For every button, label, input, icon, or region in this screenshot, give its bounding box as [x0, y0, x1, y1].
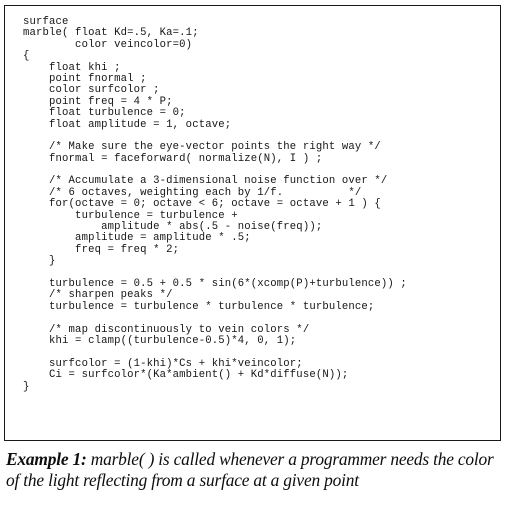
code-line: point fnormal ; — [23, 72, 147, 85]
code-line: turbulence = turbulence * turbulence * turbulence; — [23, 300, 375, 313]
code-listing-box — [4, 5, 501, 441]
code-line: point freq = 4 * P; — [23, 95, 173, 108]
code-line: float amplitude = 1, octave; — [23, 118, 232, 131]
code-line: surface — [23, 16, 69, 28]
code-line: /* sharpen peaks */ — [23, 289, 173, 302]
figure-caption — [6, 449, 502, 491]
code-line: Ci = surfcolor*(Ka*ambient() + Kd*diffuse(N)); — [23, 369, 349, 382]
code-line: turbulence = 0.5 + 0.5 * sin(6*(xcomp(P)+turbulence)) ; — [23, 277, 407, 290]
code-line: } — [23, 255, 56, 268]
code-line: turbulence = turbulence + — [23, 209, 238, 222]
code-line: fnormal = faceforward( normalize(N), I ) ; — [23, 152, 323, 165]
code-line: { — [23, 50, 30, 63]
code-listing — [23, 17, 407, 393]
code-line: khi = clamp((turbulence-0.5)*4, 0, 1); — [23, 334, 297, 347]
code-line: for(octave = 0; octave < 6; octave = octave + 1 ) { — [23, 198, 381, 211]
code-line: float turbulence = 0; — [23, 107, 186, 120]
code-line: } — [23, 380, 30, 393]
code-line: float khi ; — [23, 61, 121, 74]
code-line: /* 6 octaves, weighting each by 1/f. */ — [23, 186, 362, 199]
code-line — [23, 313, 407, 324]
code-line: /* Accumulate a 3-dimensional noise function over */ — [23, 175, 388, 188]
code-line: /* Make sure the eye-vector points the right way */ — [23, 141, 381, 154]
code-line: amplitude = amplitude * .5; — [23, 232, 251, 245]
code-line: /* map discontinuously to vein colors */ — [23, 323, 310, 336]
code-line: color veincolor=0) — [23, 38, 193, 51]
code-line: marble( float Kd=.5, Ka=.1; — [23, 27, 199, 40]
caption-text: marble( ) is called whenever a programmer needs the color of the light reflecting from a surface at a given point — [6, 449, 494, 490]
code-line: amplitude * abs(.5 - noise(freq)); — [23, 221, 323, 234]
code-line: freq = freq * 2; — [23, 243, 180, 256]
code-line: color surfcolor ; — [23, 84, 160, 97]
code-line — [23, 347, 407, 358]
code-line: surfcolor = (1-khi)*Cs + khi*veincolor; — [23, 357, 303, 370]
caption-label: Example 1: — [6, 449, 87, 469]
